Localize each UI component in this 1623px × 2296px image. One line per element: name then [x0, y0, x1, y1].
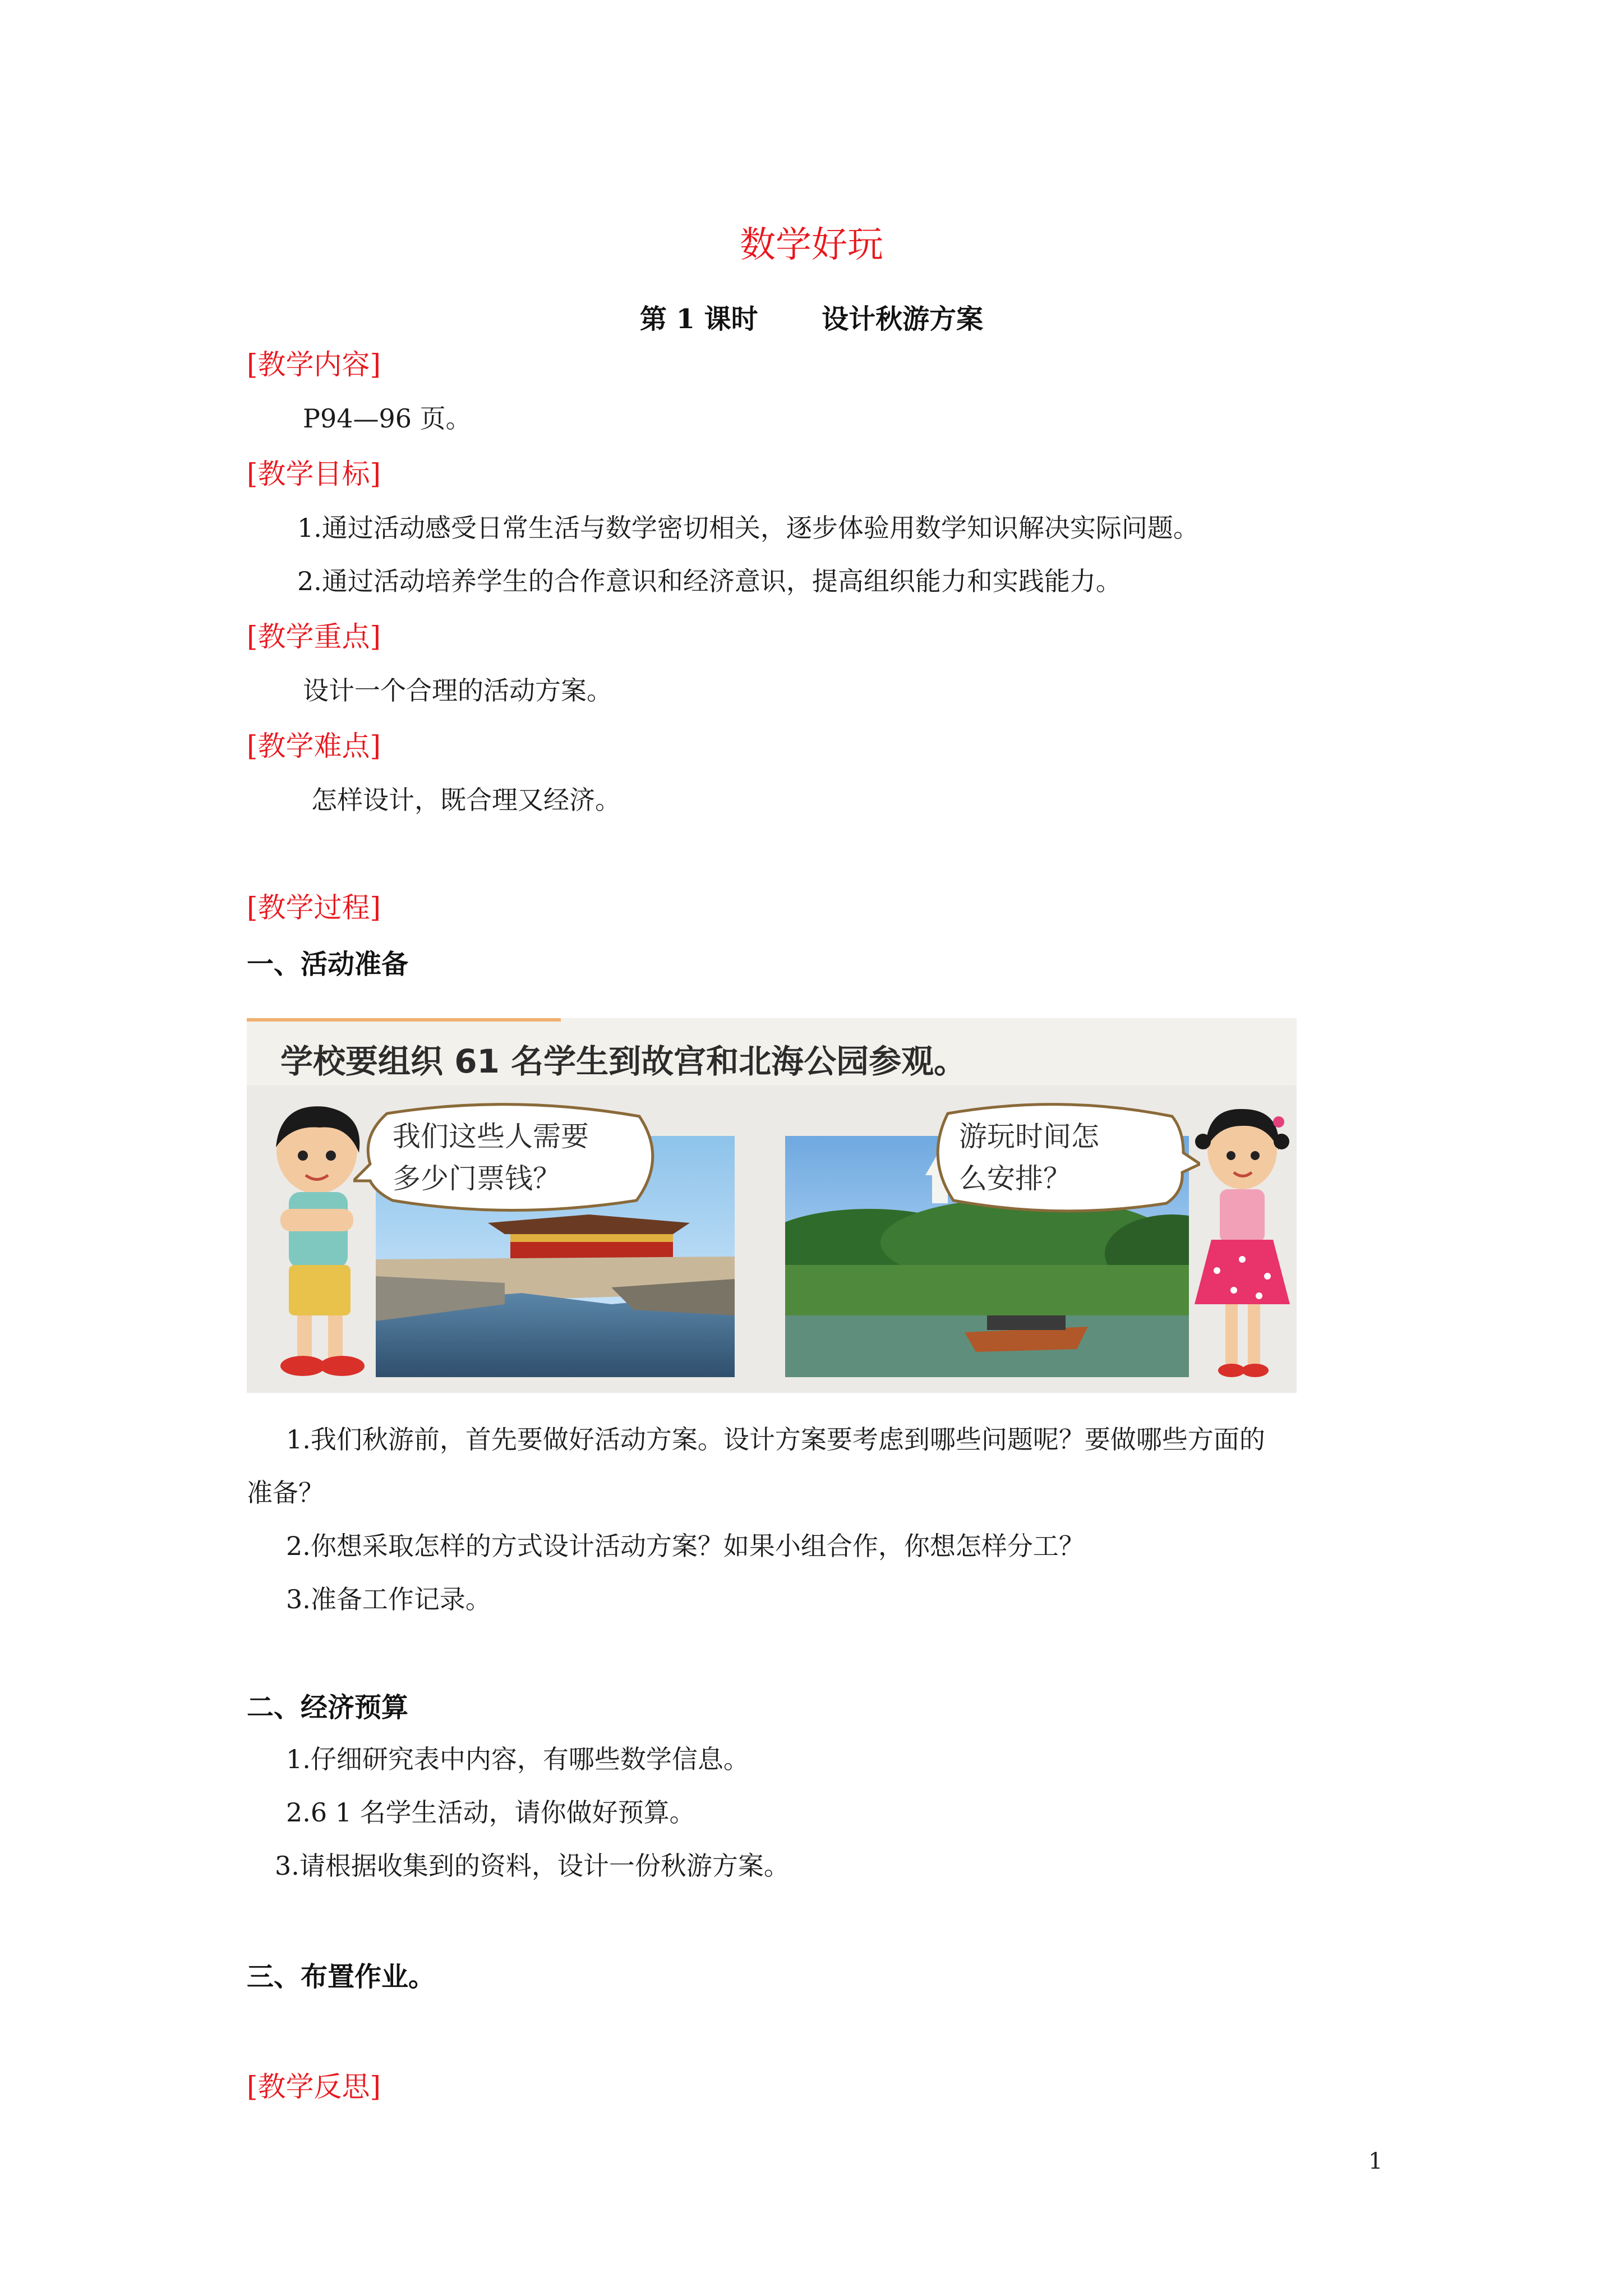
part2-heading: 二、经济预算 [247, 1692, 409, 1723]
boy-character [258, 1102, 381, 1388]
difficulty-text: 怎样设计，既合理又经济。 [311, 785, 621, 815]
lesson-topic: 设计秋游方案 [822, 303, 984, 335]
right-bubble-line-2: 么安排？ [959, 1162, 1071, 1195]
part2-item-3: 3.请根据收集到的资料，设计一份秋游方案。 [275, 1851, 790, 1881]
girl-character [1189, 1102, 1295, 1388]
goal-item-1: 1.通过活动感受日常生活与数学密切相关，逐步体验用数学知识解决实际问题。 [297, 513, 1199, 543]
part1-item-2: 2.你想采取怎样的方式设计活动方案？如果小组合作，你想怎样分工？ [286, 1531, 1085, 1561]
lesson-number: 第 1 课时 [639, 303, 758, 335]
right-bubble-line-1: 游玩时间怎 [959, 1120, 1099, 1153]
part1-item-3: 3.准备工作记录。 [286, 1584, 491, 1614]
section-label-content: [教学内容] [247, 348, 381, 381]
part1-item-1-line-1: 1.我们秋游前，首先要做好活动方案。设计方案要考虑到哪些问题呢？要做哪些方面的 [286, 1424, 1265, 1455]
left-bubble-line-1: 我们这些人需要 [393, 1120, 589, 1153]
part3-heading: 三、布置作业。 [247, 1961, 436, 1993]
left-bubble-line-2: 多少门票钱？ [393, 1162, 561, 1195]
key-text: 设计一个合理的活动方案。 [303, 675, 612, 706]
goal-item-2: 2.通过活动培养学生的合作意识和经济意识，提高组织能力和实践能力。 [297, 566, 1122, 596]
autumn-trip-illustration [247, 1018, 1297, 1393]
page-number: 1 [1368, 2148, 1383, 2174]
part2-item-1: 1.仔细研究表中内容，有哪些数学信息。 [286, 1744, 749, 1774]
part2-item-2: 2.6 1 名学生活动，请你做好预算。 [286, 1797, 695, 1828]
lesson-subtitle [0, 297, 1623, 336]
section-label-process: [教学过程] [247, 891, 381, 924]
banner-accent-line [247, 1018, 561, 1022]
part1-item-1-line-2: 准备？ [247, 1478, 324, 1508]
page-title: 数学好玩 [740, 224, 883, 266]
section-label-goals: [教学目标] [247, 458, 381, 490]
section-label-difficulty: [教学难点] [247, 730, 381, 762]
section-label-reflection: [教学反思] [247, 2070, 381, 2103]
content-text: P94—96 页。 [303, 403, 472, 434]
section-label-key: [教学重点] [247, 620, 381, 653]
part1-heading: 一、活动准备 [247, 949, 409, 980]
illustration-banner-text: 学校要组织 61 名学生到故宫和北海公园参观。 [280, 1042, 967, 1080]
